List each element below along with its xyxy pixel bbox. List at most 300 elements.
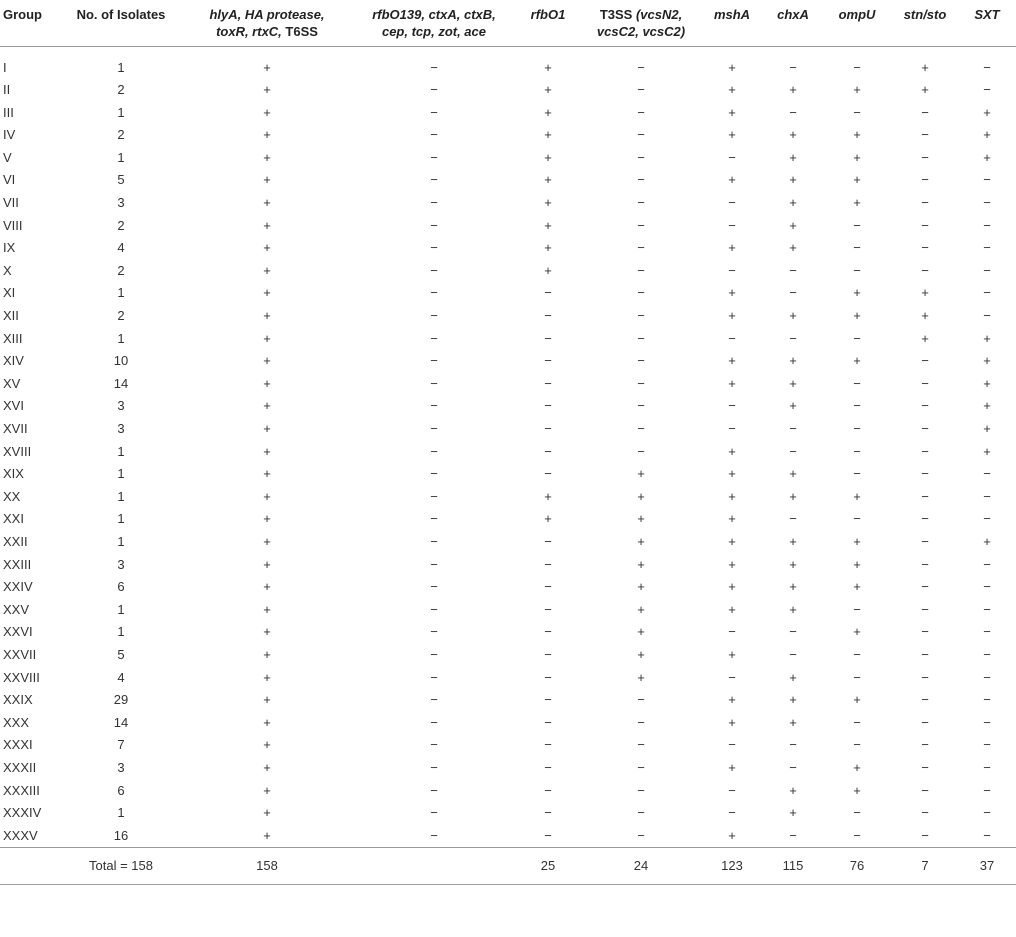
gene-result-cell: −	[430, 375, 438, 391]
gene-result-cell: −	[430, 533, 438, 549]
gene-result-cell: −	[921, 240, 929, 256]
gene-result-cell: +	[263, 669, 271, 685]
gene-result-cell: +	[789, 488, 797, 504]
gene-result-cell: −	[921, 127, 929, 143]
gene-result-cell: −	[430, 782, 438, 798]
total-cell: 37	[979, 858, 995, 874]
gene-result-cell: +	[789, 782, 797, 798]
gene-result-cell: +	[263, 262, 271, 278]
gene-result-cell: −	[544, 737, 552, 753]
gene-result-cell: +	[637, 624, 645, 640]
gene-result-cell: −	[430, 443, 438, 459]
gene-result-cell: −	[983, 217, 991, 233]
gene-result-cell: −	[921, 353, 929, 369]
gene-result-cell: +	[544, 488, 552, 504]
gene-result-cell: −	[728, 195, 736, 211]
gene-result-cell: +	[789, 127, 797, 143]
gene-result-cell: +	[263, 375, 271, 391]
gene-result-cell: +	[853, 353, 861, 369]
gene-result-cell: −	[921, 556, 929, 572]
gene-result-cell: +	[853, 308, 861, 324]
gene-result-cell: +	[983, 330, 991, 346]
gene-result-cell: −	[789, 421, 797, 436]
gene-result-cell: +	[544, 149, 552, 165]
group-cell: XXV	[3, 601, 30, 617]
total-cell: 7	[921, 858, 929, 874]
gene-result-cell: −	[853, 737, 861, 753]
isolates-cell: 3	[117, 398, 125, 414]
gene-result-cell: +	[728, 556, 736, 572]
gene-result-cell: −	[983, 714, 991, 730]
gene-result-cell: −	[728, 737, 736, 753]
isolates-cell: 1	[117, 443, 125, 459]
group-cell: XVIII	[3, 443, 32, 459]
group-cell: IX	[3, 240, 16, 256]
table-row	[0, 644, 1016, 667]
gene-result-cell: −	[637, 714, 645, 730]
gene-result-cell: −	[430, 759, 438, 775]
group-cell: XXXIII	[3, 782, 40, 798]
gene-result-cell: −	[921, 149, 929, 165]
gene-result-cell: +	[728, 375, 736, 391]
gene-result-cell: −	[430, 195, 438, 211]
isolates-cell: 1	[117, 330, 125, 346]
gene-result-cell: −	[728, 398, 736, 414]
isolates-cell: 1	[117, 104, 125, 120]
table-row	[0, 441, 1016, 464]
gene-result-cell: −	[430, 421, 438, 436]
gene-result-cell: −	[728, 149, 736, 165]
gene-result-cell: −	[853, 827, 861, 843]
gene-result-cell: −	[637, 421, 645, 436]
gene-result-cell: −	[544, 714, 552, 730]
gene-result-cell: −	[637, 353, 645, 369]
gene-result-cell: −	[430, 737, 438, 753]
gene-result-cell: −	[637, 217, 645, 233]
table-row	[0, 169, 1016, 192]
gene-result-cell: +	[263, 443, 271, 459]
gene-result-cell: +	[263, 737, 271, 753]
gene-result-cell: +	[983, 533, 991, 549]
gene-result-cell: +	[263, 511, 271, 527]
gene-result-cell: +	[728, 127, 736, 143]
group-cell: II	[3, 82, 11, 98]
gene-result-cell: −	[544, 579, 552, 595]
gene-result-cell: +	[853, 533, 861, 549]
gene-result-cell: −	[430, 466, 438, 482]
group-cell: III	[3, 104, 14, 120]
total-cell	[354, 848, 514, 885]
isolates-cell: 3	[117, 759, 125, 775]
gene-result-cell: +	[789, 579, 797, 595]
isolates-cell: 1	[117, 601, 125, 617]
gene-result-cell: −	[544, 624, 552, 640]
gene-result-cell: +	[728, 488, 736, 504]
gene-result-cell: +	[789, 82, 797, 98]
gene-result-cell: −	[853, 421, 861, 436]
gene-result-cell: +	[263, 240, 271, 256]
isolates-cell: 5	[117, 172, 125, 188]
table-row	[0, 124, 1016, 147]
table-row	[0, 46, 1016, 79]
gene-result-cell: −	[544, 646, 552, 662]
table-row	[0, 305, 1016, 328]
gene-result-cell: −	[544, 466, 552, 482]
gene-result-cell: −	[921, 692, 929, 708]
header-t3ss: T3SS (vcsN2, vcsC2, vcsC2)	[596, 7, 686, 39]
gene-result-cell: +	[921, 285, 929, 301]
isolates-cell: 6	[117, 579, 125, 595]
gene-result-cell: +	[728, 466, 736, 482]
gene-result-cell: −	[983, 308, 991, 324]
total-cell: 115	[782, 858, 804, 874]
gene-result-cell: −	[921, 104, 929, 120]
gene-result-cell: +	[728, 308, 736, 324]
gene-result-cell: +	[853, 692, 861, 708]
gene-result-cell: −	[637, 104, 645, 120]
group-cell: XII	[3, 308, 19, 324]
group-cell: I	[3, 59, 7, 75]
gene-result-cell: −	[544, 692, 552, 708]
gene-result-cell: +	[728, 601, 736, 617]
gene-result-cell: −	[544, 330, 552, 346]
gene-result-cell: −	[637, 172, 645, 188]
table-row	[0, 802, 1016, 825]
total-row	[0, 848, 1016, 885]
gene-result-cell: +	[983, 443, 991, 459]
gene-result-cell: −	[430, 511, 438, 527]
gene-result-cell: −	[921, 488, 929, 504]
group-cell: VIII	[3, 217, 23, 233]
gene-result-cell: −	[544, 421, 552, 436]
gene-result-cell: −	[983, 737, 991, 753]
gene-result-cell: +	[263, 466, 271, 482]
gene-result-cell: −	[983, 240, 991, 256]
gene-result-cell: −	[430, 646, 438, 662]
gene-result-cell: −	[921, 646, 929, 662]
group-cell: XVI	[3, 398, 24, 414]
isolates-cell: 1	[117, 805, 125, 821]
group-cell: XIV	[3, 353, 24, 369]
gene-result-cell: +	[544, 82, 552, 98]
table-row	[0, 508, 1016, 531]
table-row	[0, 599, 1016, 622]
table-row	[0, 621, 1016, 644]
gene-result-cell: −	[728, 624, 736, 640]
gene-result-cell: −	[983, 624, 991, 640]
gene-result-cell: −	[430, 127, 438, 143]
gene-result-cell: +	[637, 533, 645, 549]
gene-result-cell: +	[263, 59, 271, 75]
gene-result-cell: −	[430, 353, 438, 369]
group-cell: XV	[3, 375, 21, 391]
gene-result-cell: −	[853, 375, 861, 391]
gene-result-cell: +	[921, 59, 929, 75]
gene-result-cell: −	[853, 217, 861, 233]
table-row	[0, 667, 1016, 690]
gene-result-cell: +	[263, 646, 271, 662]
isolates-cell: 1	[117, 511, 125, 527]
group-cell: XVII	[3, 421, 28, 436]
gene-result-cell: +	[728, 714, 736, 730]
gene-result-cell: +	[263, 692, 271, 708]
gene-result-cell: −	[789, 827, 797, 843]
gene-result-cell: −	[544, 669, 552, 685]
gene-result-cell: −	[728, 782, 736, 798]
gene-result-cell: −	[921, 398, 929, 414]
gene-result-cell: −	[544, 827, 552, 843]
gene-result-cell: +	[983, 375, 991, 391]
table-row	[0, 734, 1016, 757]
gene-result-cell: −	[544, 759, 552, 775]
gene-result-cell: +	[789, 692, 797, 708]
gene-result-cell: −	[921, 782, 929, 798]
gene-result-cell: −	[728, 330, 736, 346]
gene-result-cell: −	[983, 556, 991, 572]
gene-result-cell: +	[728, 172, 736, 188]
total-cell: 25	[540, 858, 556, 874]
header-rfbo139-group: rfbO139, ctxA, ctxB, cep, tcp, zot, ace	[372, 7, 496, 39]
table-row	[0, 780, 1016, 803]
gene-result-cell: −	[853, 646, 861, 662]
gene-result-cell: +	[983, 398, 991, 414]
gene-result-cell: −	[430, 104, 438, 120]
gene-result-cell: −	[983, 511, 991, 527]
gene-result-cell: −	[921, 624, 929, 640]
isolates-cell: 5	[117, 646, 125, 662]
gene-result-cell: −	[637, 82, 645, 98]
gene-result-cell: +	[789, 240, 797, 256]
gene-result-cell: +	[853, 556, 861, 572]
gene-result-cell: +	[263, 579, 271, 595]
gene-result-cell: +	[263, 308, 271, 324]
gene-result-cell: −	[983, 759, 991, 775]
gene-result-cell: +	[728, 579, 736, 595]
group-cell: XXIII	[3, 556, 32, 572]
gene-result-cell: −	[983, 782, 991, 798]
gene-result-cell: −	[789, 511, 797, 527]
total-cell: 123	[721, 858, 743, 874]
isolates-cell: 14	[113, 714, 129, 730]
gene-result-cell: −	[430, 172, 438, 188]
gene-result-cell: +	[637, 669, 645, 685]
gene-result-cell: −	[637, 737, 645, 753]
gene-result-cell: −	[637, 330, 645, 346]
header-group: Group	[3, 7, 42, 22]
gene-result-cell: +	[789, 217, 797, 233]
gene-result-cell: +	[263, 421, 271, 436]
gene-result-cell: −	[853, 443, 861, 459]
gene-result-cell: −	[983, 466, 991, 482]
gene-result-cell: −	[983, 59, 991, 75]
gene-result-cell: +	[789, 601, 797, 617]
gene-result-cell: +	[853, 488, 861, 504]
header-hlya-group: hlyA, HA protease, toxR, rtxC, T6SS	[209, 7, 325, 39]
isolates-cell: 6	[117, 782, 125, 798]
gene-result-cell: −	[430, 398, 438, 414]
header-sxt: SXT	[974, 7, 1000, 22]
isolates-cell: 3	[117, 556, 125, 572]
table-row	[0, 373, 1016, 396]
gene-result-cell: −	[983, 82, 991, 98]
gene-result-cell: −	[544, 353, 552, 369]
gene-result-cell: −	[853, 601, 861, 617]
gene-result-cell: −	[789, 737, 797, 753]
gene-result-cell: +	[983, 353, 991, 369]
gene-result-cell: −	[637, 308, 645, 324]
gene-result-cell: −	[921, 737, 929, 753]
gene-result-cell: −	[430, 601, 438, 617]
table-row	[0, 237, 1016, 260]
table-row	[0, 395, 1016, 418]
gene-result-cell: +	[263, 533, 271, 549]
gene-result-cell: +	[983, 149, 991, 165]
gene-result-cell: +	[637, 601, 645, 617]
gene-result-cell: −	[921, 375, 929, 391]
table-row	[0, 418, 1016, 441]
header-row	[0, 0, 1016, 46]
gene-result-cell: −	[637, 692, 645, 708]
group-cell: XXXIV	[3, 805, 42, 821]
gene-result-cell: +	[728, 59, 736, 75]
gene-result-cell: −	[430, 579, 438, 595]
isolates-cell: 3	[117, 421, 125, 436]
table-row	[0, 328, 1016, 351]
header-chxa: chxA	[777, 7, 809, 22]
table-row	[0, 486, 1016, 509]
gene-result-cell: +	[983, 127, 991, 143]
isolates-cell: 1	[117, 488, 125, 504]
gene-result-cell: +	[728, 692, 736, 708]
isolates-cell: 1	[117, 285, 125, 301]
group-cell: XXXI	[3, 737, 33, 753]
header-msha: mshA	[713, 7, 751, 22]
gene-result-cell: −	[983, 262, 991, 278]
gene-result-cell: −	[430, 714, 438, 730]
gene-result-cell: −	[430, 827, 438, 843]
gene-result-cell: −	[853, 511, 861, 527]
gene-result-cell: −	[983, 827, 991, 843]
gene-result-cell: +	[789, 375, 797, 391]
gene-result-cell: −	[728, 805, 736, 821]
isolates-cell: 2	[117, 127, 125, 143]
group-cell: XXVII	[3, 646, 37, 662]
table-row	[0, 576, 1016, 599]
group-cell: XXX	[3, 714, 30, 730]
header-stn-sto: stn/sto	[903, 7, 947, 22]
gene-result-cell: −	[983, 646, 991, 662]
gene-result-cell: +	[637, 511, 645, 527]
gene-result-cell: −	[544, 443, 552, 459]
header-isolates: No. of Isolates	[76, 7, 166, 22]
isolates-cell: 2	[117, 308, 125, 324]
gene-result-cell: −	[853, 240, 861, 256]
gene-result-cell: +	[544, 172, 552, 188]
gene-result-cell: −	[637, 285, 645, 301]
gene-result-cell: −	[430, 240, 438, 256]
table-row	[0, 689, 1016, 712]
gene-result-cell: −	[430, 217, 438, 233]
isolates-cell: 1	[117, 59, 125, 75]
gene-result-cell: +	[728, 533, 736, 549]
group-cell: V	[3, 149, 12, 165]
gene-result-cell: +	[263, 827, 271, 843]
gene-result-cell: +	[263, 172, 271, 188]
gene-result-cell: −	[789, 262, 797, 278]
gene-result-cell: +	[789, 398, 797, 414]
gene-result-cell: +	[789, 149, 797, 165]
table-row	[0, 147, 1016, 170]
gene-result-cell: −	[921, 805, 929, 821]
gene-result-cell: +	[263, 759, 271, 775]
gene-result-cell: +	[789, 714, 797, 730]
isolates-cell: 2	[117, 82, 125, 98]
gene-result-cell: −	[789, 104, 797, 120]
gene-result-cell: +	[544, 127, 552, 143]
gene-result-cell: −	[544, 601, 552, 617]
group-cell: XXVI	[3, 624, 33, 640]
total-cell: 76	[849, 858, 865, 874]
gene-result-cell: −	[921, 217, 929, 233]
gene-result-cell: −	[983, 669, 991, 685]
table-row	[0, 79, 1016, 102]
group-cell: XXIX	[3, 692, 33, 708]
gene-result-cell: +	[263, 353, 271, 369]
gene-result-cell: −	[430, 669, 438, 685]
isolates-cell: 29	[113, 692, 129, 708]
group-cell: VII	[3, 195, 19, 211]
gene-result-cell: +	[637, 488, 645, 504]
isolates-cell: 1	[117, 533, 125, 549]
table-row	[0, 102, 1016, 125]
gene-result-cell: −	[430, 59, 438, 75]
gene-result-cell: −	[544, 308, 552, 324]
gene-result-cell: +	[263, 82, 271, 98]
gene-result-cell: −	[728, 217, 736, 233]
isolates-cell: 1	[117, 149, 125, 165]
gene-result-cell: −	[921, 579, 929, 595]
gene-result-cell: +	[263, 556, 271, 572]
gene-result-cell: +	[263, 805, 271, 821]
table-row	[0, 757, 1016, 780]
gene-result-cell: −	[789, 624, 797, 640]
group-cell: X	[3, 262, 12, 278]
gene-result-cell: +	[789, 195, 797, 211]
isolates-cell: 4	[117, 669, 125, 685]
gene-result-cell: −	[637, 149, 645, 165]
gene-result-cell: +	[789, 172, 797, 188]
table-row	[0, 282, 1016, 305]
gene-result-cell: +	[853, 624, 861, 640]
gene-result-cell: −	[921, 533, 929, 549]
isolates-cell: 7	[117, 737, 125, 753]
gene-result-cell: +	[728, 646, 736, 662]
gene-result-cell: +	[263, 217, 271, 233]
group-cell: XXIV	[3, 579, 33, 595]
gene-result-cell: +	[853, 285, 861, 301]
gene-result-cell: −	[430, 330, 438, 346]
table-row	[0, 825, 1016, 848]
gene-result-cell: −	[853, 262, 861, 278]
gene-result-cell: −	[728, 669, 736, 685]
gene-result-cell: −	[728, 421, 736, 436]
gene-result-cell: −	[728, 262, 736, 278]
gene-result-cell: +	[637, 579, 645, 595]
gene-result-cell: −	[544, 782, 552, 798]
gene-result-cell: −	[921, 195, 929, 211]
gene-result-cell: −	[921, 511, 929, 527]
gene-result-cell: −	[921, 466, 929, 482]
